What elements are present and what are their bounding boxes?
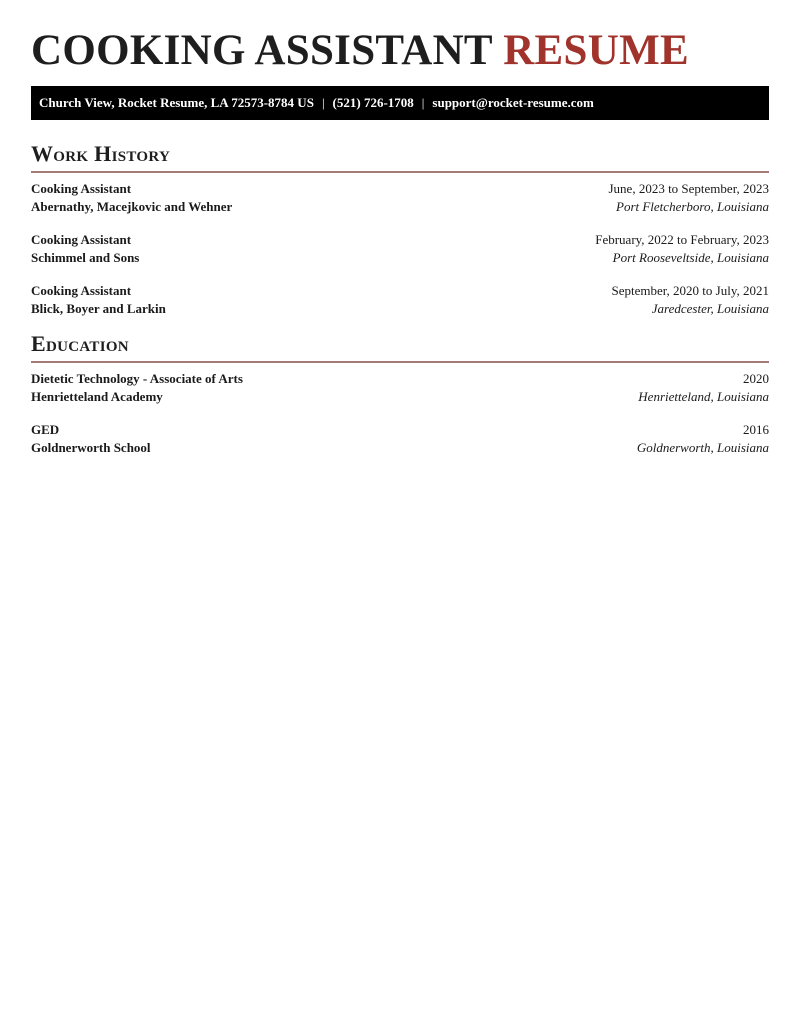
work-entry (31, 282, 769, 318)
job-location: Port Rooseveltside, Louisiana (612, 250, 769, 265)
graduation-year: 2020 (743, 371, 769, 386)
contact-address: Church View, Rocket Resume, LA 72573-8784 US (39, 95, 314, 110)
work-history-list (31, 173, 769, 318)
education-entry (31, 421, 769, 457)
title-accent: RESUME (503, 27, 689, 74)
education-list (31, 363, 769, 457)
school-name: Goldnerworth School (31, 440, 151, 455)
contact-bar (31, 86, 769, 120)
contact-phone[interactable]: (521) 726-1708 (332, 95, 414, 110)
company-name: Abernathy, Macejkovic and Wehner (31, 199, 233, 214)
education-heading: Education (31, 331, 769, 363)
school-location: Henrietteland, Louisiana (638, 389, 769, 404)
work-entry (31, 180, 769, 216)
education-entry (31, 370, 769, 406)
job-dates: September, 2020 to July, 2021 (611, 283, 769, 298)
school-name: Henrietteland Academy (31, 389, 163, 404)
job-title: Cooking Assistant (31, 181, 132, 196)
resume-title (31, 28, 769, 74)
contact-email[interactable]: support@rocket-resume.com (432, 95, 594, 110)
work-entry (31, 231, 769, 267)
job-location: Port Fletcherboro, Louisiana (616, 199, 769, 214)
education-section (31, 331, 769, 457)
job-dates: February, 2022 to February, 2023 (595, 232, 769, 247)
job-title: Cooking Assistant (31, 283, 132, 298)
work-history-section (31, 141, 769, 318)
school-location: Goldnerworth, Louisiana (636, 440, 769, 455)
contact-separator: | (321, 95, 325, 110)
graduation-year: 2016 (743, 422, 769, 437)
job-dates: June, 2023 to September, 2023 (608, 181, 769, 196)
degree-name: GED (31, 422, 60, 437)
company-name: Schimmel and Sons (31, 250, 140, 265)
contact-separator: | (421, 95, 425, 110)
degree-name: Dietetic Technology - Associate of Arts (31, 371, 243, 386)
company-name: Blick, Boyer and Larkin (31, 301, 166, 316)
job-title: Cooking Assistant (31, 232, 132, 247)
work-history-heading: Work History (31, 141, 769, 173)
job-location: Jaredcester, Louisiana (651, 301, 769, 316)
title-main: COOKING ASSISTANT (31, 27, 493, 74)
